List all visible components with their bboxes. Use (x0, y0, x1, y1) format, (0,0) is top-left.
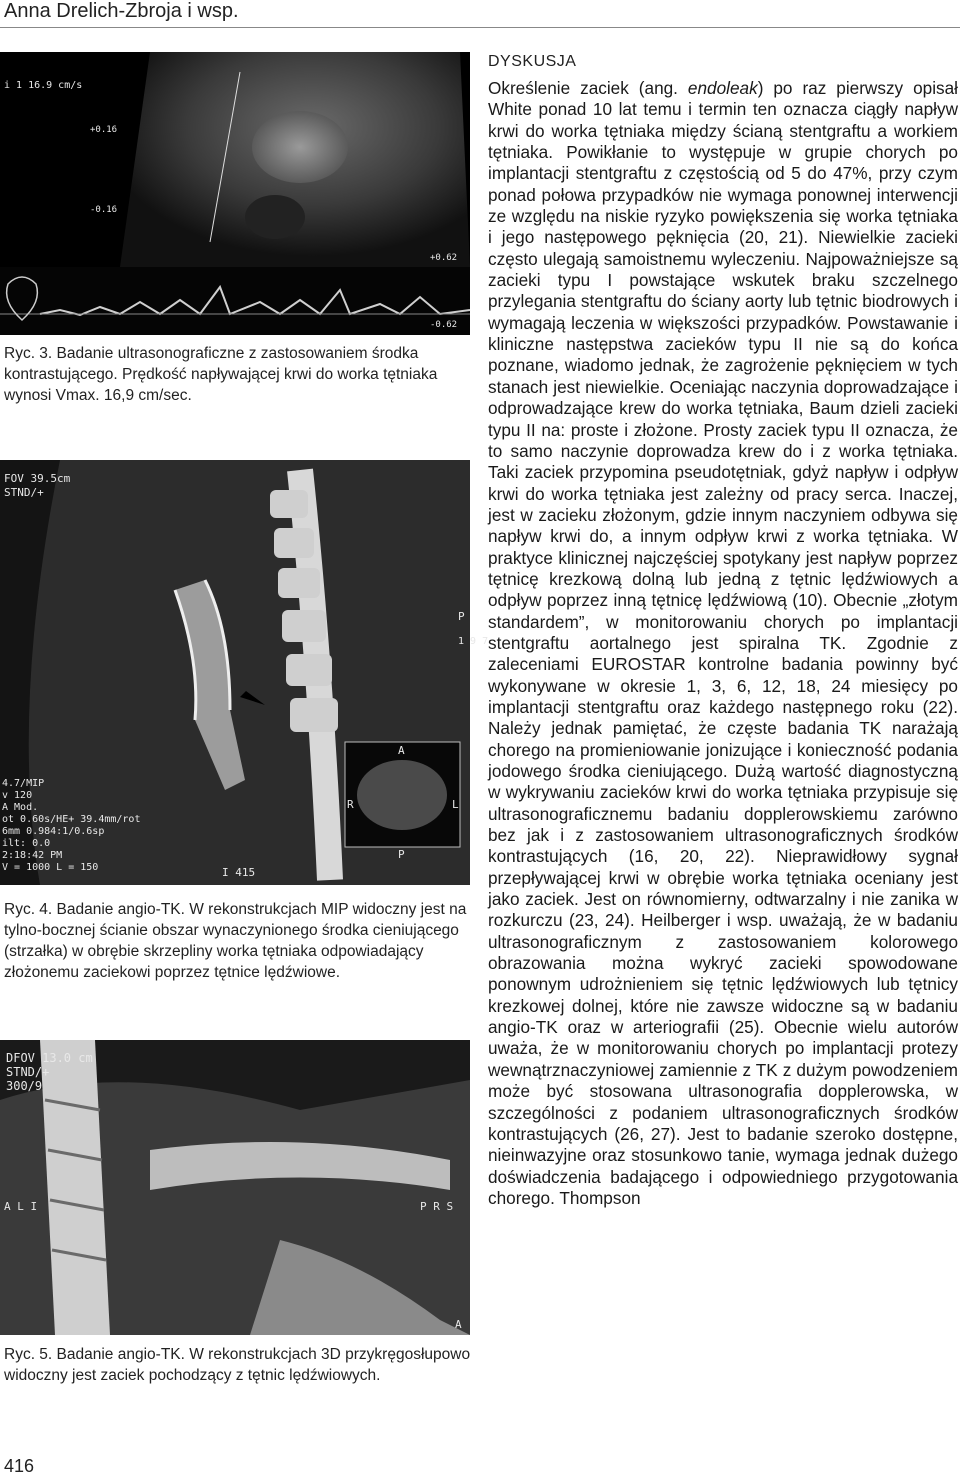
ct-inset-r: R (347, 798, 354, 811)
ct3d-dfov-label: DFOV 13.0 cm (6, 1051, 93, 1065)
ct-3d-image (0, 1040, 470, 1335)
ct-mip-label: 4.7/MIP (2, 778, 45, 789)
ct-inset-a: A (398, 744, 405, 757)
ct-tilt-label: ilt: 0.0 (2, 838, 51, 849)
ct-inset-p: P (398, 848, 405, 861)
ultrasound-plus-top: +0.16 (90, 125, 118, 135)
discussion-text: ) po raz pierwszy opisał White ponad 10 lat temu i termin ten oznacza ciągły napływ krwi do worka tętniaka między ścianą stentgraftu a workiem tętniaka. Powikłanie to występuje w grupie chorych po implantacji stentgraftu z częstością od 5 do 47%, przy czym ponad połowa przypadków nie wymaga ponownej interwencji ze względu na niskie ryzyko powiększenia się worka tętniaka i jego następowego pęknięcia (20, 21). Niewielkie zacieki często ulegają samoistnemu wyleczeniu. Najpoważniejsze są zacieki typu I powstające wskutek braku szczelnego przylegania stentgraftu do ściany aorty lub tętnic biodrowych i wymagają leczenia w większości przypadków. Powstawanie i kliniczne następstwa zacieków typu II nie są do końca poznane, wiadomo jednak, że zagrożenie pęknięciem w tych stanach jest niewielkie. Oceniając naczynia doprowadzające i odprowadzające krew do worka tętniaka, Baum dzieli zacieki typu II na: proste i złożone. Prosty zaciek typu II oznacza, że to samo naczynie doprowadza krew do i z worka tętniaka. Taki zaciek przypomina pseudotętniak, gdyż napływ i odpływ krwi do worka tętniaka jest zależny od pracy serca. Inaczej, jest w zacieku złożonym, gdzie innym naczyniem odbywa się napływ krwi do, a innym odpływ krwi z worka tętniaka. W praktyce klinicznej najczęściej spotykany jest napływ poprzez tętnicę krezkową dolną lub jedną z tętnic lędźwiowych a odpływ poprzez inną tętnicę lędźwiową (10). Obecnie „złotym standardem”, w monitorowaniu chorych po implantacji stentgraftu aortalnego jest spiralna TK. Zgodnie z zaleceniami EUROSTAR kontrolne badania powinny być wykonywane w okresie 1, 3, 6, 12, 18, 24 miesięcy po implantacji stentgraftu oraz każdego następnego roku (22). Należy jednak pamiętać, że częste badania TK narażają chorego na promieniowanie jonizujące i konieczność podania jodowego środka cieniującego. Dużą wartość diagnostyczną w wykrywaniu zacieków krwi do worka tętniaka przypisuje się ultrasonograficznemu badaniu dopplerowskiemu zarówno bez jak i z zastosowaniem ultrasonograficznych środków kontrastujących (16, 20, 22). Nieprawidłowy sygnał przepływającej krwi w obrębie worka tętniaka oceniany jest jako zaciek. Jest on równomierny, odtwarzalny i nie zanika w rozkurczu (23, 24). Heilberger i wsp. uważają, że w badaniu ultrasonograficznym z zastosowaniem kolorowego obrazowania można wykryć zacieki spowodowane ponownym udrożnieniem się tętnic lędźwiowych lub tętnicy krezkowej dolnej, które nie zawsze widoczne są w badaniu angio-TK oraz w arteriografii (25). Obecnie wielu autorów uważa, że w monitorowaniu chorych po implantacji protezy wewnątrznaczyniowej zamiennie z TK z dużym powodzeniem może być stosowana ultrasonografia dopplerowska, w szczególności z podaniem ultrasonograficznych środków kontrastujących (26, 27). Jest to badanie szeroko dostępne, nieinwazyjne oraz stosunkowo tanie, wymaga jednak dużego doświadczenia badającego i odpowiedniego przygotowania chorego. Thompson (488, 78, 958, 1208)
running-head: Anna Drelich-Zbroja i wsp. (4, 0, 239, 22)
ct-side-digits: 1 9 7 (458, 636, 489, 647)
ct-side-p: P (458, 610, 465, 623)
ct-inset-l: L (452, 798, 459, 811)
ct3d-corner-label: A (455, 1318, 462, 1331)
page-number: 416 (4, 1456, 35, 1476)
ct-time-label: 2:18:42 PM (2, 850, 63, 861)
figure-ct-mip (0, 460, 489, 885)
ct-kv-label: v 120 (2, 790, 33, 801)
ultrasound-minus-top: -0.16 (90, 205, 118, 215)
ultrasound-scale-label: i 1 16.9 cm/s (4, 80, 83, 91)
ct-image-number: I 415 (222, 866, 256, 879)
discussion-term: endoleak (687, 78, 758, 98)
ultrasound-image (0, 52, 470, 335)
figure-4-caption: Ryc. 4. Badanie angio-TK. W rekonstrukcjach MIP widoczny jest na tylno-bocznej ścianie obszar wynaczynionego środka cieniującego (strzałka) w obrębie skrzepliny worka tętniaka odpowiadający złożonemu zaciekowi poprzez tętnice lędźwiowe. (4, 901, 467, 981)
ct-mip-image (0, 460, 489, 885)
ct-fov-label: FOV 39.5cm (4, 472, 71, 485)
ultrasound-plus-bottom: +0.62 (430, 253, 458, 263)
discussion-body (488, 78, 958, 1209)
figure-ct-3d (0, 1040, 470, 1335)
ct-rot-label: ot 0.60s/HE+ 39.4mm/rot (2, 814, 141, 825)
ct-window-label: V = 1000 L = 150 (2, 862, 99, 873)
section-title-discussion: DYSKUSJA (488, 53, 577, 70)
ct3d-stnd-label: STND/+ (6, 1065, 50, 1079)
figure-ultrasound (0, 52, 470, 335)
header-rule (0, 27, 960, 28)
ct-ma-label: A Mod. (2, 802, 39, 813)
ct3d-num-label: 300/9 (6, 1079, 43, 1093)
ct3d-left-letters: A L I (4, 1200, 38, 1213)
ct3d-right-letters: P R S (420, 1200, 454, 1213)
ct-stnd-label: STND/+ (4, 486, 44, 499)
figure-3-caption: Ryc. 3. Badanie ultrasonograficzne z zastosowaniem środka kontrastującego. Prędkość napływającej krwi do worka tętniaka wynosi Vmax. 16,9 cm/sec. (4, 345, 438, 404)
discussion-lead: Określenie zaciek (ang. (488, 78, 688, 98)
ultrasound-minus-bottom: -0.62 (430, 320, 458, 330)
ct-pitch-label: 6mm 0.984:1/0.6sp (2, 826, 105, 837)
figure-5-caption: Ryc. 5. Badanie angio-TK. W rekonstrukcjach 3D przykręgosłupowo widoczny jest zaciek pochodzący z tętnic lędźwiowych. (4, 1346, 471, 1384)
